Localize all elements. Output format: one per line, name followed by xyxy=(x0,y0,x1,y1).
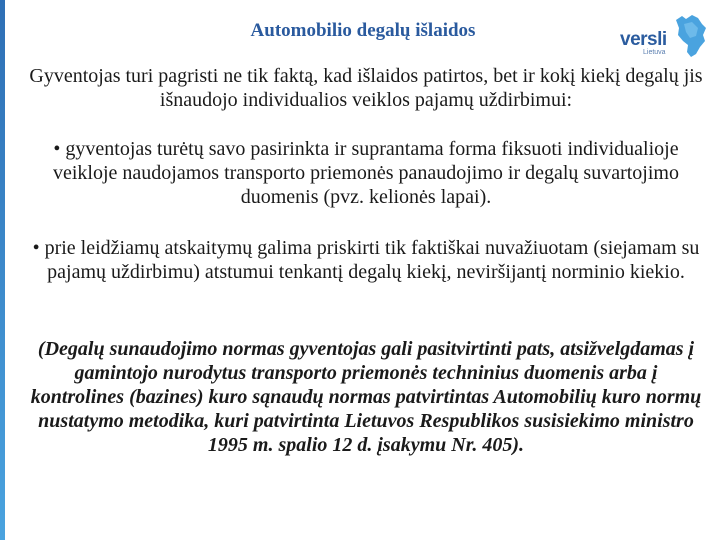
note-consumption-norms: (Degalų sunaudojimo normas gyventojas gali pasitvirtinti pats, atsižvelgdamas į gamintojo nurodytus transporto priemonės techninius duomenis arba į kontrolines (bazines) kuro sąnaudų normas patvirtintas Automobilių kuro normų nustatymo metodika, kuri patvirtinta Lietuvos Respublikos susisiekimo ministro 1995 m. spalio 12 d. įsakymu Nr. 405). xyxy=(30,338,702,456)
slide-title: Automobilio degalų išlaidos xyxy=(250,20,476,41)
bullet-deductions: • prie leidžiamų atskaitymų galima priskirti tik faktiškai nuvažiuotam (siejamam su pajamų uždirbimu) atstumui tenkantį degalų kiekį, neviršijantį norminio kiekio. xyxy=(32,237,700,283)
left-accent-bar xyxy=(0,0,5,540)
bullet-record-keeping: • gyventojas turėtų savo pasirinkta ir suprantama forma fiksuoti individualioje veikloje naudojamos transporto priemonės panaudojimo ir degalų suvartojimo duomenis (pvz. kelionės lapai). xyxy=(53,138,679,208)
versli-lietuva-logo xyxy=(616,14,708,62)
logo-subtitle: Lietuva xyxy=(643,49,666,56)
intro-paragraph: Gyventojas turi pagristi ne tik faktą, kad išlaidos patirtos, bet ir kokį kiekį degalų jis išnaudojo individualios veiklos pajamų uždirbimui: xyxy=(29,65,703,111)
logo-name: versli xyxy=(620,29,667,50)
lithuania-map-icon xyxy=(672,14,708,58)
